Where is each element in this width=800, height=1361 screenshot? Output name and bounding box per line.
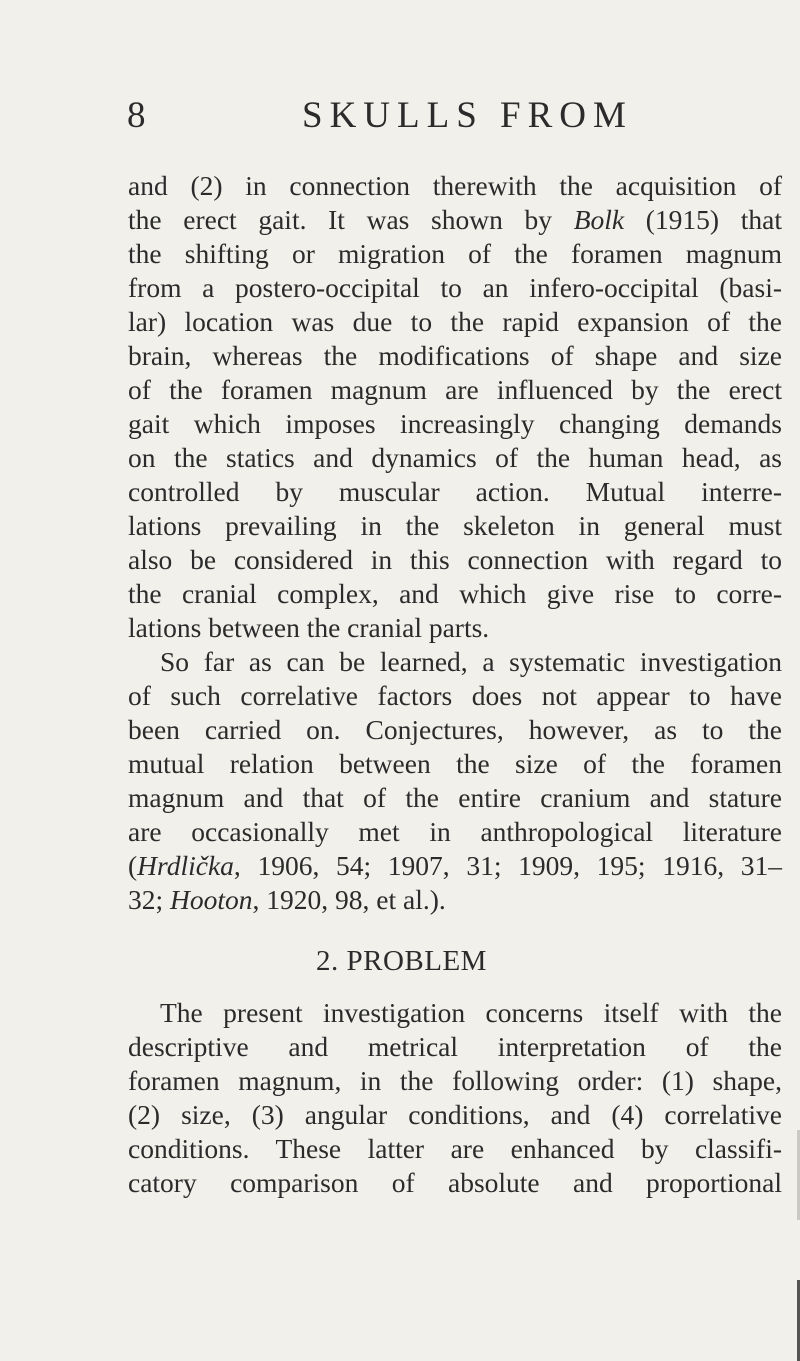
- text-line: brain, whereas the modifications of shape and size: [128, 340, 782, 371]
- text-line: lar) location was due to the rapid expansion of the: [128, 306, 782, 337]
- text-line: (2) size, (3) angular conditions, and (4) correlative: [128, 1099, 782, 1130]
- text-span: the erect gait. It was shown by: [128, 204, 574, 235]
- text-line: [128, 203, 782, 237]
- text-line: catory comparison of absolute and proportional: [128, 1167, 782, 1198]
- text-line: on the statics and dynamics of the human head, as: [128, 442, 782, 473]
- author-citation: Hooton: [170, 884, 253, 915]
- text-span: (1915) that: [624, 204, 782, 235]
- text-line: the shifting or migration of the foramen magnum: [128, 238, 782, 269]
- text-line: [128, 849, 782, 883]
- text-line: The present investigation concerns itself with the: [160, 997, 782, 1028]
- text-line: descriptive and metrical interpretation of the: [128, 1031, 782, 1062]
- author-citation: Hrdlička: [137, 850, 234, 881]
- text-span: , 1920, 98, et al.).: [252, 884, 446, 915]
- text-line: magnum and that of the entire cranium and stature: [128, 782, 782, 813]
- text-line: So far as can be learned, a systematic investigation: [160, 646, 782, 677]
- author-citation: Bolk: [573, 204, 625, 235]
- text-line: from a postero-occipital to an infero-occipital (basi-: [128, 272, 782, 303]
- text-line: foramen magnum, in the following order: (1) shape,: [128, 1065, 782, 1096]
- text-line: are occasionally met in anthropological literature: [128, 816, 782, 847]
- section-heading: 2. PROBLEM: [316, 945, 487, 977]
- text-line: and (2) in connection therewith the acquisition of: [128, 170, 782, 201]
- text-span: (: [128, 850, 138, 881]
- text-line: lations between the cranial parts.: [128, 612, 490, 643]
- text-span: 32;: [128, 884, 171, 915]
- text-line: gait which imposes increasingly changing demands: [128, 408, 782, 439]
- text-line: of such correlative factors does not appear to have: [128, 680, 782, 711]
- text-line: been carried on. Conjectures, however, as to the: [128, 714, 782, 745]
- text-line: the cranial complex, and which give rise to corre-: [128, 578, 782, 609]
- text-line: mutual relation between the size of the foramen: [128, 748, 782, 779]
- page-number: 8: [127, 95, 146, 136]
- text-line: [128, 883, 782, 917]
- text-line: controlled by muscular action. Mutual interre-: [128, 476, 782, 507]
- text-line: conditions. These latter are enhanced by classifi-: [128, 1133, 782, 1164]
- text-span: , 1906, 54; 1907, 31; 1909, 195; 1916, 31–: [233, 850, 782, 881]
- text-line: lations prevailing in the skeleton in general must: [128, 510, 782, 541]
- text-line: of the foramen magnum are influenced by the erect: [128, 374, 782, 405]
- text-line: also be considered in this connection with regard to: [128, 544, 782, 575]
- running-head: SKULLS FROM: [302, 95, 633, 136]
